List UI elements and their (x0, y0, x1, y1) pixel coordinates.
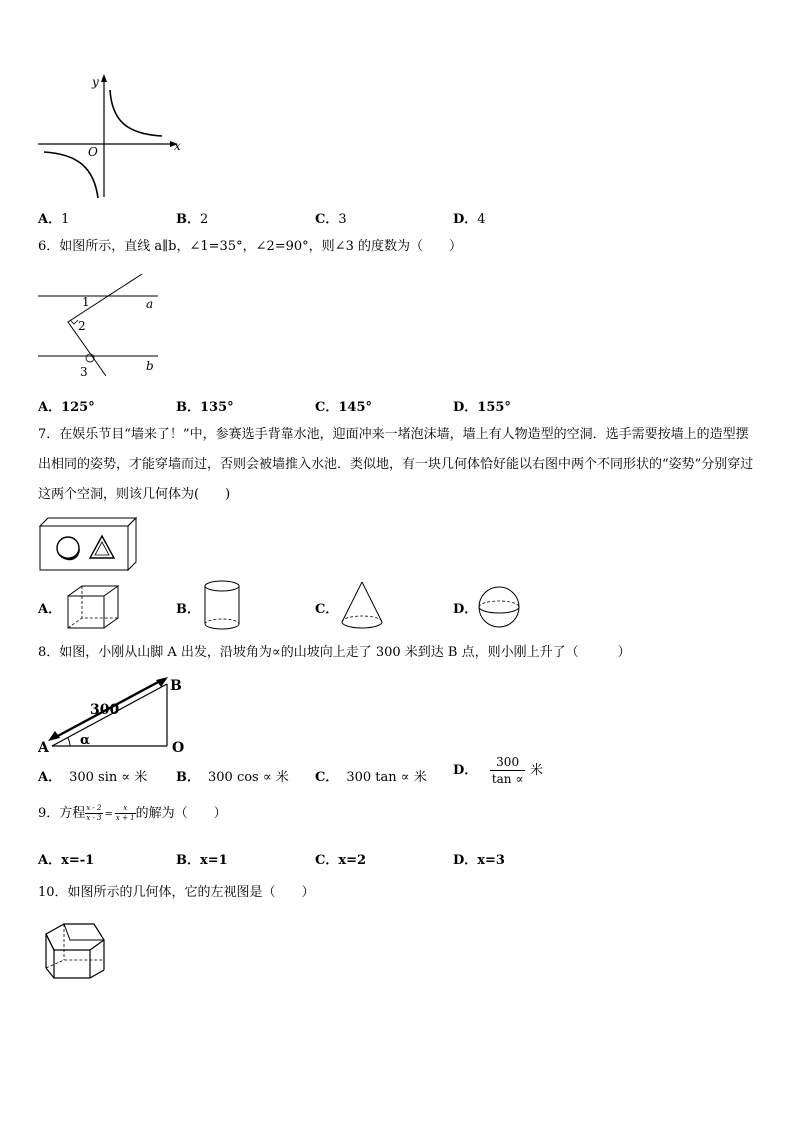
q9-stem (38, 804, 227, 824)
q6-option-b[interactable] (176, 396, 234, 415)
q7-option-c[interactable] (315, 598, 338, 617)
option-text: 1 (61, 212, 70, 227)
option-letter: A． (38, 853, 62, 868)
equals-sign: = (104, 809, 113, 820)
option-text: 125° (61, 400, 95, 415)
lhs-denominator: x - 3 (86, 814, 102, 822)
option-letter: A． (38, 602, 62, 617)
q8-stem: 8．如图，小刚从山脚 A 出发，沿坡角为∝的山坡向上走了 300 米到达 B 点，则小刚上升了（ ） (38, 645, 631, 660)
option-letter: C． (315, 602, 339, 617)
cone-icon (338, 578, 386, 634)
option-unit: 米 (529, 763, 543, 778)
option-text: x=1 (200, 853, 228, 868)
option-text: x=3 (477, 853, 505, 868)
q9-option-d[interactable] (453, 849, 505, 868)
option-letter: C． (315, 853, 339, 868)
x-axis-label: x (174, 139, 181, 153)
option-letter: D． (453, 212, 478, 227)
option-text: 145° (338, 400, 372, 415)
option-text: x=-1 (61, 853, 95, 868)
option-letter: B． (176, 400, 200, 415)
stem-suffix: 的解为（ ） (135, 806, 227, 821)
q5-option-b[interactable] (176, 208, 208, 227)
point-o-label: O (172, 740, 185, 756)
geometric-solid-figure (40, 920, 108, 982)
option-letter: B． (176, 770, 200, 785)
option-letter: A． (38, 212, 62, 227)
lhs-fraction (85, 804, 102, 823)
parallel-lines-figure (34, 264, 166, 382)
option-letter: C． (315, 212, 339, 227)
q10-stem: 10．如图所示的几何体，它的左视图是（ ） (38, 885, 315, 900)
option-letter: B． (176, 212, 200, 227)
q6-option-c[interactable] (315, 396, 372, 415)
q6-stem: 6．如图所示，直线 a∥b，∠1=35°，∠2=90°，则∠3 的度数为（ ） (38, 239, 462, 254)
q6-option-a[interactable] (38, 396, 95, 415)
rhs-fraction (115, 804, 136, 823)
q8-option-d[interactable] (453, 754, 543, 787)
q9-option-c[interactable] (315, 849, 366, 868)
rhs-denominator: x + 1 (115, 814, 135, 822)
option-letter: D． (453, 602, 478, 617)
q7-option-b[interactable] (176, 598, 200, 617)
option-letter: B． (176, 853, 200, 868)
option-letter: C． (315, 400, 339, 415)
sphere-icon (476, 584, 522, 630)
option-letter: D． (453, 400, 478, 415)
q7-option-d[interactable] (453, 598, 477, 617)
option-letter: D． (453, 853, 478, 868)
stem-prefix: 9．方程 (38, 806, 86, 821)
option-fraction (490, 754, 526, 787)
q5-option-a[interactable] (38, 208, 69, 227)
option-letter: C． (315, 770, 339, 785)
option-text: 300 tan ∝ 米 (346, 770, 427, 785)
slope-triangle-figure (36, 672, 196, 756)
option-text: 300 cos ∝ 米 (208, 770, 289, 785)
option-letter: D． (453, 763, 478, 778)
q5-option-d[interactable] (453, 208, 486, 227)
option-letter: A． (38, 400, 62, 415)
point-b-label: B (170, 678, 182, 694)
option-text: 4 (477, 212, 486, 227)
cylinder-icon (200, 578, 244, 634)
length-label: 300 (90, 702, 120, 718)
q5-option-c[interactable] (315, 208, 347, 227)
angle-alpha-label: α (80, 733, 91, 748)
line-b-label: b (146, 359, 154, 373)
hyperbola-graph (34, 72, 184, 202)
fraction-numerator: 300 (490, 754, 526, 771)
q9-option-b[interactable] (176, 849, 228, 868)
q8-option-b[interactable] (176, 766, 289, 785)
wall-holes-figure (38, 516, 140, 572)
q8-option-a[interactable] (38, 766, 147, 785)
option-letter: A． (38, 770, 62, 785)
option-text: 2 (200, 212, 209, 227)
q7-option-a[interactable] (38, 598, 61, 617)
q8-option-c[interactable] (315, 766, 427, 785)
angle-1-label: 1 (82, 295, 90, 309)
option-text: 135° (200, 400, 234, 415)
angle-3-label: 3 (80, 365, 88, 379)
point-a-label: A (38, 740, 49, 756)
option-text: x=2 (338, 853, 367, 868)
origin-label: O (88, 145, 98, 159)
angle-2-label: 2 (78, 319, 86, 333)
y-axis-label: y (92, 75, 99, 89)
line-a-label: a (146, 297, 154, 311)
option-text: 3 (338, 212, 347, 227)
q9-option-a[interactable] (38, 849, 94, 868)
rhs-numerator: x (115, 804, 136, 814)
option-text: 300 sin ∝ 米 (69, 770, 148, 785)
option-letter: B． (176, 602, 200, 617)
lhs-numerator: x - 2 (86, 804, 102, 812)
cube-icon (64, 582, 122, 632)
q6-option-d[interactable] (453, 396, 511, 415)
fraction-denominator: tan ∝ (491, 772, 524, 786)
option-text: 155° (477, 400, 511, 415)
q7-stem: 7．在娱乐节目“墙来了！”中，参赛选手背靠水池，迎面冲来一堵泡沫墙，墙上有人物造型的空洞．选手需要按墙上的造型摆出相同的姿势，才能穿墙而过，否则会被墙推入水池．类似地，有一块几何体恰好能以右图中两个不同形状的“姿势”分别穿过这两个空洞，则该几何体为( ) (38, 427, 754, 502)
